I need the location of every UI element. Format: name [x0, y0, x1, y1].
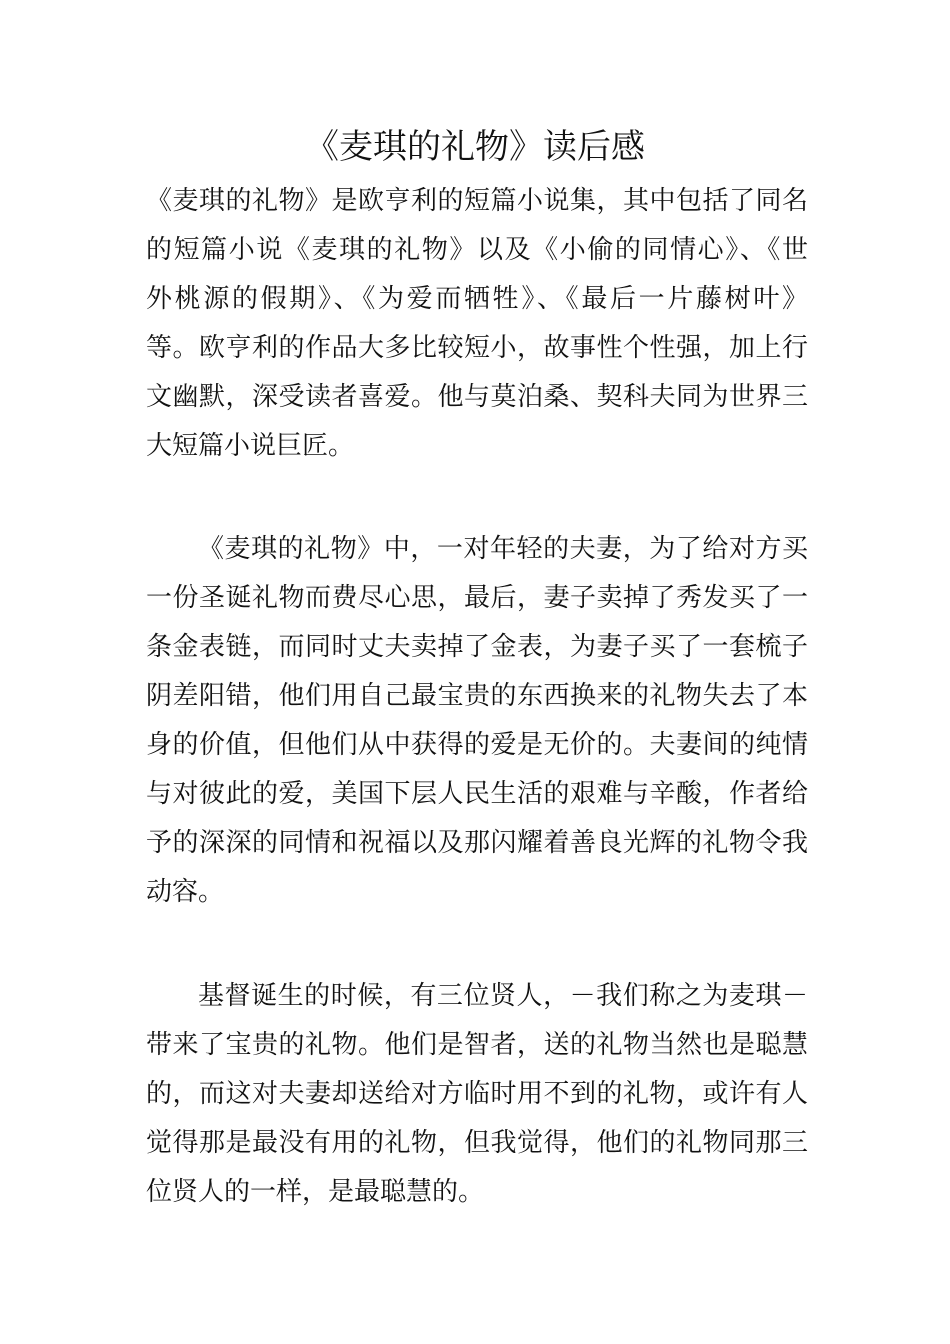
- paragraph-1-line-5: 文幽默，深受读者喜爱。他与莫泊桑、契科夫同为世界三: [146, 382, 808, 412]
- paragraph-2-line-7: 予的深深的同情和祝福以及那闪耀着善良光辉的礼物令我: [146, 828, 808, 858]
- paragraph-1-line-4: 等。欧亨利的作品大多比较短小，故事性个性强，加上行: [146, 333, 808, 363]
- paragraph-3-line-2: 带来了宝贵的礼物。他们是智者，送的礼物当然也是聪慧: [146, 1030, 808, 1060]
- paragraph-2-line-6: 与对彼此的爱，美国下层人民生活的艰难与辛酸，作者给: [146, 779, 808, 809]
- paragraph-2-line-5: 身的价值，但他们从中获得的爱是无价的。夫妻间的纯情: [146, 730, 808, 760]
- paragraph-2-line-1: 《麦琪的礼物》中，一对年轻的夫妻，为了给对方买: [198, 534, 808, 564]
- paragraph-1-line-6: 大短篇小说巨匠。: [146, 431, 355, 461]
- paragraph-1-line-1: 《麦琪的礼物》是欧亨利的短篇小说集，其中包括了同名: [146, 186, 808, 216]
- paragraph-3-line-5: 位贤人的一样，是最聪慧的。: [146, 1177, 485, 1207]
- paragraph-2-line-4: 阴差阳错，他们用自己最宝贵的东西换来的礼物失去了本: [146, 681, 808, 711]
- paragraph-2-line-2: 一份圣诞礼物而费尽心思，最后，妻子卖掉了秀发买了一: [146, 583, 808, 613]
- paragraph-2-line-3: 条金表链，而同时丈夫卖掉了金表，为妻子买了一套梳子: [146, 632, 808, 662]
- paragraph-3-line-1: 基督诞生的时候，有三位贤人，－我们称之为麦琪－: [198, 981, 808, 1011]
- paragraph-1-line-3: 外桃源的假期》、《为爱而牺牲》、《最后一片藤树叶》: [146, 284, 808, 314]
- paragraph-3-line-3: 的，而这对夫妻却送给对方临时用不到的礼物，或许有人: [146, 1079, 808, 1109]
- document-title: 《麦琪的礼物》读后感: [305, 127, 645, 167]
- paragraph-2-line-8: 动容。: [146, 877, 225, 907]
- paragraph-3-line-4: 觉得那是最没有用的礼物，但我觉得，他们的礼物同那三: [146, 1128, 808, 1158]
- paragraph-1-line-2: 的短篇小说《麦琪的礼物》以及《小偷的同情心》、《世: [146, 235, 808, 265]
